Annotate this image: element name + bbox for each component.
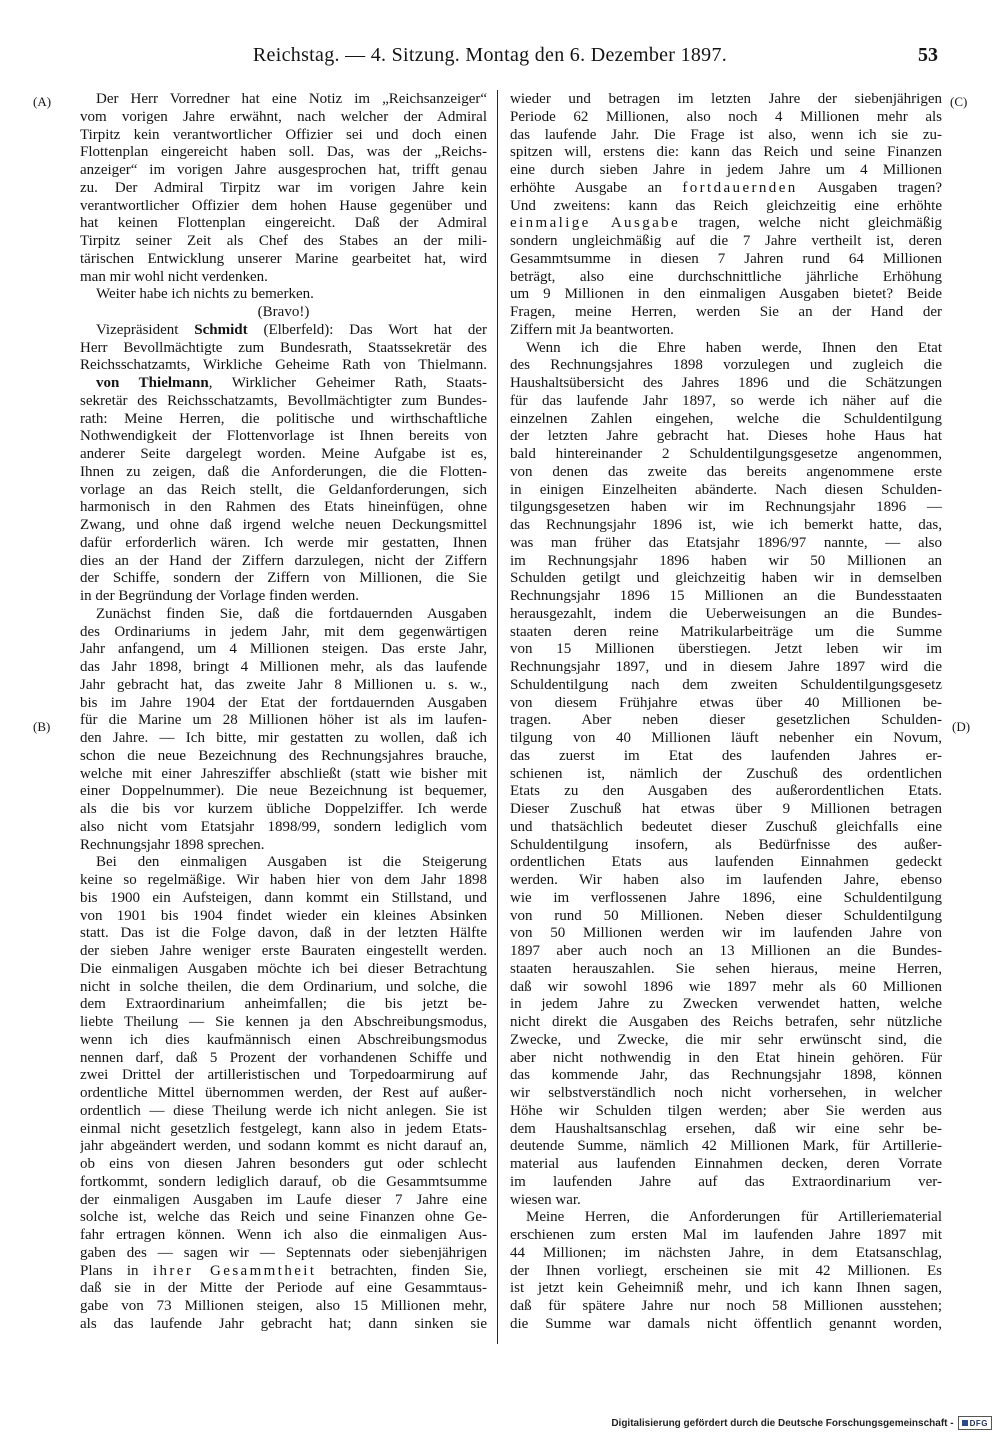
left-column-text-line: Nothwendigkeit der Flottenvorlage ist Ihnen bereits von xyxy=(80,428,487,445)
right-column-text-line: Haushaltsübersicht des Jahres 1896 und die Schätzungen xyxy=(510,375,942,391)
right-column-text-line: von 50 Millionen werden wir im laufenden Jahre von xyxy=(510,925,942,942)
right-column-text-line: sondern ungleichmäßig auf die 7 Jahre vertheilt ist, deren xyxy=(510,233,942,249)
left-column-text-line: daß sie in der Mitte der Periode auf eine Gesammtaus- xyxy=(80,1280,487,1297)
left-column-text-line: ordentliche Mittel übernommen werden, der Rest auf außer- xyxy=(80,1085,487,1101)
right-column-text-line: im Rechnungsjahr 1896 haben wir 50 Millionen an xyxy=(510,552,942,569)
speaker-name: von Thielmann xyxy=(96,375,209,391)
right-column-text-line: herausgezahlt, indem die Ueberweisungen an die Bundes- xyxy=(510,605,942,622)
page-number: 53 xyxy=(918,44,938,66)
right-column-text-line: staaten herauszahlen. Sie sehen hieraus, meine Herren, xyxy=(510,960,942,977)
right-column-text-line: wieder und betragen im letzten Jahre der siebenjährigen xyxy=(510,91,942,107)
right-column-text-line: der letzten Jahre gebracht hat. Dieses hohe Haus hat xyxy=(510,428,942,445)
left-column-text-line: bis 1900 ein Aufsteigen, dann kommt ein Stillstand, und xyxy=(80,889,487,906)
right-column-text-line: deutende Summe, nämlich 42 Millionen Mark, für Artillerie- xyxy=(510,1138,942,1155)
left-column-text-line: man mir wohl nicht verdenken. xyxy=(80,268,268,285)
left-column-text-line: bis im Jahre 1904 der Etat der fortdauernden Ausgaben xyxy=(80,694,487,711)
text-segment: Vizepräsident xyxy=(96,321,195,338)
dfg-logo-mark-icon xyxy=(962,1420,968,1426)
left-column-text-line: also nicht vom Etatsjahr 1898/99, sondern lediglich vom xyxy=(80,818,487,835)
right-column-text-line: tragen. Aber neben dieser gesetzlichen Schulden- xyxy=(510,712,942,729)
right-column-text-line: von 15 Millionen überstiegen. Jetzt leben wir im xyxy=(510,641,942,658)
right-column-text-line: schienen ist, nämlich der Zuschuß des ordentlichen xyxy=(510,765,942,782)
left-column-text-line: welche mit einer Jahresziffer abschließt (statt wie bisher mit xyxy=(80,765,487,782)
left-column-text-line: der Schiffe, sondern der Ziffern von Millionen, die Sie xyxy=(80,570,487,587)
right-column-text-line: Ziffern mit Ja beantworten. xyxy=(510,321,674,338)
left-column-text-line: der sieben Jahre weniger erste Bauraten eingestellt werden. xyxy=(80,943,487,959)
right-column-text-line: und thatsächlich bedeutet dieser Zuschuß gleichfalls eine xyxy=(510,818,942,835)
left-column-text-line: fahr ertragen können. Wenn ich also die einmaligen Aus- xyxy=(80,1227,487,1243)
column-divider xyxy=(497,90,498,1344)
emphasized-text: ihrer Gesammtheit xyxy=(152,1262,317,1279)
right-column-text-line: Meine Herren, die Anforderungen für Artilleriematerial xyxy=(526,1209,942,1226)
left-column-text-line: Zwang, und ohne daß irgend welche neuen Deckungsmittel xyxy=(80,517,487,533)
right-column-text-line: einzelnen Zahlen eingehen, welche die Schuldentilgung xyxy=(510,410,942,427)
text-segment: , Wirklicher Geheimer Rath, Staats- xyxy=(208,375,487,391)
left-text-column xyxy=(80,91,487,1334)
right-column-text-line: eine durch sieben Jahre in jedem Jahre um 4 Millionen xyxy=(510,162,942,178)
right-column-text-line: werden. Wir haben also im laufenden Jahre, ebenso xyxy=(510,872,942,888)
left-column-text-line: Tirpitz kein verantwortlicher Offizier sei und doch einen xyxy=(80,126,487,143)
right-column-text-line: ist jetzt kein Geheimniß mehr, und ich kann Ihnen sagen, xyxy=(510,1280,942,1297)
right-column-text-line: Höhe wir Schulden tilgen werden; aber Sie werden aus xyxy=(510,1102,942,1119)
left-column-text-line: als die bis vor kurzem übliche Doppelziffer. Ich werde xyxy=(80,801,487,817)
text-segment: tragen, welche nicht gleichmäßig xyxy=(680,215,942,232)
right-column-text-line: material aus laufenden Einnahmen decken, deren Vorrate xyxy=(510,1156,942,1172)
left-column-text-line: Zunächst finden Sie, daß die fortdauernden Ausgaben xyxy=(96,605,487,622)
right-column-text-line: die Summe war damals nicht öffentlich genannt worden, xyxy=(510,1315,942,1332)
right-column-text-line: Und zweitens: kann das Reich gleichzeitig eine erhöhte xyxy=(510,197,942,214)
left-column-text-line: Bei den einmaligen Ausgaben ist die Steigerung xyxy=(96,854,487,871)
left-column-text-line: nennen darf, daß 5 Prozent der vorhandenen Schiffe und xyxy=(80,1049,487,1066)
left-column-text-line: den Jahre. — Ich bitte, mir gestatten zu wollen, daß ich xyxy=(80,730,487,746)
right-column-text-line: Periode 62 Millionen, also noch 4 Millionen mehr als xyxy=(510,108,942,125)
right-column-text-line: aber nicht nothwendig in den Etat hinein gehören. Für xyxy=(510,1049,942,1066)
left-column-text-line: Weiter habe ich nichts zu bemerken. xyxy=(96,286,314,303)
text-segment: (Elberfeld): Das Wort hat der xyxy=(247,321,487,338)
right-column-text-line: von diesem Frühjahre etwas über 40 Millionen be- xyxy=(510,694,942,711)
margin-marker-c: (C) xyxy=(950,94,968,109)
right-column-text-line: bald hintereinander 2 Schuldentilgungsgesetze angenommen, xyxy=(510,446,942,462)
left-column-text-line: (Bravo!) xyxy=(257,304,310,320)
right-column-text-line: wie im verflossenen Jahre 1896, eine Schuldentilgung xyxy=(510,889,942,906)
emphasized-text: einmalige Ausgabe xyxy=(510,215,681,232)
left-column-text-line: keine so regelmäßige. Wir haben hier von dem Jahr 1898 xyxy=(80,872,487,888)
right-column-text-line: Schuldentilgung nach dem zweiten Schuldentilgungsgesetz xyxy=(510,676,942,693)
left-column-text-line: einer Doppelnummer). Die neue Bezeichnung ist bequemer, xyxy=(80,783,487,800)
left-column-text-line: des Ordinariums in jedem Jahr, mit dem gegenwärtigen xyxy=(80,623,487,640)
left-column-text-line: gaben des — sagen wir — Septennats oder siebenjährigen xyxy=(80,1244,487,1261)
left-column-text-line: Jahr gebracht hat, das zweite Jahr 8 Millionen u. s. w., xyxy=(80,676,487,693)
left-column-text-line: anderer Seite dargelegt worden. Meine Aufgabe ist es, xyxy=(80,446,487,462)
right-column-text-line: der Ihnen vorliegt, erscheinen sie mit 42 Millionen. Es xyxy=(510,1262,942,1279)
left-column-text-line: Jahr anfangend, um 4 Millionen steigen. Das erste Jahr, xyxy=(80,641,487,658)
running-title: Reichstag. — 4. Sitzung. Montag den 6. Dezember 1897. xyxy=(252,44,728,66)
right-column-text-line xyxy=(510,180,942,198)
left-column-text-line: als das laufende Jahr gebracht hat; dann sinken sie xyxy=(80,1315,487,1332)
text-segment: erhöhte Ausgabe an xyxy=(510,179,683,196)
digitization-credit: Digitalisierung gefördert durch die Deutsche Forschungsgemeinschaft - xyxy=(611,1417,954,1429)
digitization-footer xyxy=(611,1416,992,1430)
left-column-text-line: statt. Das ist die Folge davon, daß in der letzten Hälfte xyxy=(80,925,487,942)
right-column-text-line: das Rechnungsjahr 1896 ist, wie ich bemerkt hatte, das, xyxy=(510,517,942,533)
left-column-text-line: solche ist, welche das Reich und seine Finanzen ohne Ge- xyxy=(80,1209,487,1226)
left-column-text-line: gabe von 73 Millionen steigen, also 15 Millionen mehr, xyxy=(80,1298,487,1314)
left-column-text-line: nicht in solche theilen, die dem Ordinarium, und solche, die xyxy=(80,978,487,995)
right-column-text-line: wir selbstverständlich noch nicht vorhersehen, in welcher xyxy=(510,1085,942,1101)
right-column-text-line: staaten deren reine Matrikularbeiträge um die Summe xyxy=(510,623,942,640)
speaker-name: Schmidt xyxy=(194,321,248,338)
left-column-text-line: dafür erforderlich wären. Ich werde mir gestatten, Ihnen xyxy=(80,534,487,551)
right-column-text-line: um 9 Millionen in den einmaligen Ausgaben bietet? Beide xyxy=(510,286,942,303)
right-column-text-line: beträgt, also eine durchschnittliche jährliche Erhöhung xyxy=(510,268,942,285)
right-column-text-line: des Rechnungsjahres 1898 vorzulegen und zugleich die xyxy=(510,357,942,374)
right-column-text-line: Rechnungsjahr 1897, und in diesem Jahre 1897 wird die xyxy=(510,659,942,675)
left-column-text-line: von 1901 bis 1904 findet wieder ein kleines Absinken xyxy=(80,907,487,924)
text-segment: Ausgaben tragen? xyxy=(797,179,942,196)
left-column-text-line: ordentlich — diese Theilung werde ich nicht anlegen. Sie ist xyxy=(80,1102,487,1119)
right-column-text-line: 44 Millionen; im nächsten Jahre, in dem Etatsanschlag, xyxy=(510,1244,942,1261)
margin-marker-d: (D) xyxy=(952,719,971,734)
right-column-text-line: in jedem Jahre zu Zwecken verwendet hatten, welche xyxy=(510,996,942,1013)
right-column-text-line: 1897 aber auch noch an 13 Millionen an die Bundes- xyxy=(510,943,942,959)
left-column-text-line: für die Marine um 28 Millionen höher ist als im laufen- xyxy=(80,712,487,729)
right-column-text-line: Schulden getilgt und gleichzeitig haben wir in demselben xyxy=(510,570,942,587)
left-column-text-line: in der Begründung der Vorlage finden werden. xyxy=(80,588,359,604)
left-column-text-line: vorlage an das Reich stellt, die Geldanforderungen, sich xyxy=(80,481,487,498)
right-column-text-line: spitzen will, erstens die: kann das Reich und seine Finanzen xyxy=(510,144,942,161)
left-column-text-line: Die einmaligen Ausgaben möchte ich bei dieser Betrachtung xyxy=(80,960,487,977)
right-column-text-line: in einigen Einzelheiten abänderte. Nach diesen Schulden- xyxy=(510,481,942,498)
left-column-text-line: wenn ich dies kaufmännisch einen Abschreibungsmodus xyxy=(80,1031,487,1048)
margin-marker-b: (B) xyxy=(33,719,51,734)
right-column-text-line: für das laufende Jahr 1897, so werde ich näher auf die xyxy=(510,392,942,409)
left-column-text-line: schon die neue Bezeichnung des Rechnungsjahres brauche, xyxy=(80,747,487,764)
left-column-text-line xyxy=(80,375,487,393)
left-column-text-line: Reichsschatzamts, Wirkliche Geheime Rath von Thielmann. xyxy=(80,357,487,374)
left-column-text-line xyxy=(80,1263,487,1281)
left-column-text-line: Tirpitz seiner Zeit als Chef des Stabes an der mili- xyxy=(80,233,487,249)
right-column-text-line: ordentlichen Etats aus laufenden Einnahmen gedeckt xyxy=(510,854,942,871)
right-column-text-line: tilgungsgesetzen haben wir im Rechnungsjahr 1896 — xyxy=(510,499,942,516)
right-column-text-line: daß wir sowohl 1896 wie 1897 mehr als 60 Millionen xyxy=(510,978,942,995)
left-column-text-line: Rechnungsjahr 1898 sprechen. xyxy=(80,836,265,853)
right-column-text-line: Etats zu den Ausgaben des außerordentlichen Etats. xyxy=(510,783,942,800)
right-column-text-line: Dieser Zuschuß hat etwas über 9 Millionen betragen xyxy=(510,801,942,817)
left-column-text-line: dem Extraordinarium anheimfallen; die bis jetzt be- xyxy=(80,996,487,1013)
right-column-text-line: was man früher das Etatsjahr 1896/97 nannte, — also xyxy=(510,534,942,551)
dfg-logo-text: DFG xyxy=(969,1418,988,1428)
left-column-text-line: sekretär des Reichsschatzamts, Bevollmächtigter zum Bundes- xyxy=(80,392,487,409)
right-column-text-line: Zwecke, und Zwecke, die mir sehr erwünscht sind, die xyxy=(510,1031,942,1048)
right-column-text-line: das laufende Jahr. Die Frage ist also, wenn ich sie zu- xyxy=(510,126,942,143)
left-column-text-line: Ihnen zu zeigen, daß die Anforderungen, die die Flotten- xyxy=(80,463,487,480)
right-column-text-line: dem Haushaltsanschlag ersehen, daß wir eine sehr be- xyxy=(510,1120,942,1137)
left-column-text-line: hat keinen Flottenplan eingereicht. Daß der Admiral xyxy=(80,215,487,232)
left-column-text-line: Flottenplan eingereicht haben soll. Das, was der „Reichs- xyxy=(80,144,487,161)
right-column-text-line: von rund 50 Millionen. Neben dieser Schuldentilgung xyxy=(510,907,942,924)
right-column-text-line: das zuerst im Etat des laufenden Jahres er- xyxy=(510,747,942,764)
left-column-text-line: liebte Theilung — Sie kennen ja den Abschreibungsmodus, xyxy=(80,1014,487,1030)
right-column-text-line: von denen das zweite das bereits angenommene erste xyxy=(510,463,942,480)
right-column-text-line: im laufenden Jahre auf das Extraordinarium ver- xyxy=(510,1173,942,1190)
left-column-text-line: das Jahr 1898, bringt 4 Millionen mehr, als das laufende xyxy=(80,659,487,675)
right-column-text-line: Wenn ich die Ehre haben werde, Ihnen den Etat xyxy=(526,339,942,356)
left-column-text-line: Herr Bevollmächtigte zum Bundesrath, Staatssekretär des xyxy=(80,339,487,356)
right-column-text-line: nicht direkt die Ausgaben des Reichs betrafen, sehr nützliche xyxy=(510,1014,942,1030)
dfg-logo xyxy=(958,1416,992,1430)
left-column-text-line: harmonisch in den Rahmen des Etats hineinfügen, ohne xyxy=(80,499,487,516)
margin-marker-a: (A) xyxy=(33,94,52,109)
left-column-text-line: zu. Der Admiral Tirpitz war im vorigen Jahre kein xyxy=(80,179,487,196)
left-column-text-line: verantwortlicher Offizier dem hohen Hause gegenüber und xyxy=(80,197,487,214)
right-column-text-line: das kommende Jahr, das Rechnungsjahr 1898, können xyxy=(510,1067,942,1084)
left-column-text-line: Der Herr Vorredner hat eine Notiz im „Reichsanzeiger“ xyxy=(96,91,487,107)
left-column-text-line: jahr abgeändert werden, und sodann kommt es nicht darauf an, xyxy=(80,1138,487,1155)
left-column-text-line: einmal nicht gesetzlich festgelegt, kann also in jedem Etats- xyxy=(80,1120,487,1137)
right-text-column xyxy=(510,91,942,1334)
right-column-text-line: Schuldentilgung insofern, als Bedürfnisse des außer- xyxy=(510,836,942,853)
right-column-text-line: Gesammtsumme in diesen 7 Jahren rund 64 Millionen xyxy=(510,250,942,267)
left-column-text-line: fortkommt, sondern lediglich darauf, ob die Gesammtsumme xyxy=(80,1173,487,1190)
right-column-text-line: tilgung von 40 Millionen läuft nebenher ein Novum, xyxy=(510,730,942,746)
left-column-text-line: ob eins von diesen Jahren besonders gut oder schlecht xyxy=(80,1156,487,1172)
left-column-text-line: vom vorigen Jahre erwähnt, nach welcher der Admiral xyxy=(80,108,487,125)
left-column-text-line: der einmaligen Ausgaben im Laufe dieser 7 Jahre eine xyxy=(80,1191,487,1208)
right-column-text-line: Rechnungsjahr 1896 15 Millionen an die Bundesstaaten xyxy=(510,588,942,604)
left-column-text-line: dies an der Hand der Ziffern darzulegen, nicht der Ziffern xyxy=(80,552,487,569)
right-column-text-line: wiesen war. xyxy=(510,1191,581,1208)
emphasized-text: fortdauernden xyxy=(682,179,798,196)
text-segment: Plans in xyxy=(80,1262,153,1279)
right-column-text-line: daß für spätere Jahre nur noch 58 Millionen ausstehen; xyxy=(510,1298,942,1314)
right-column-text-line: Fragen, meine Herren, werden Sie an der Hand der xyxy=(510,304,942,320)
right-column-text-line: erschienen zum ersten Mal im laufenden Jahre 1897 mit xyxy=(510,1227,942,1243)
left-column-text-line: rath: Meine Herren, die politische und wirthschaftliche xyxy=(80,410,487,427)
left-column-text-line: zwei Drittel der artilleristischen und Torpedoarmirung auf xyxy=(80,1067,487,1084)
left-column-text-line xyxy=(80,322,487,340)
right-column-text-line xyxy=(510,215,942,233)
left-column-text-line: tärischen Entwicklung unserer Marine gearbeitet hat, wird xyxy=(80,250,487,267)
text-segment: betrachten, finden Sie, xyxy=(316,1262,487,1279)
left-column-text-line: anzeiger“ im vorigen Jahre ausgesprochen hat, trifft genau xyxy=(80,162,487,178)
